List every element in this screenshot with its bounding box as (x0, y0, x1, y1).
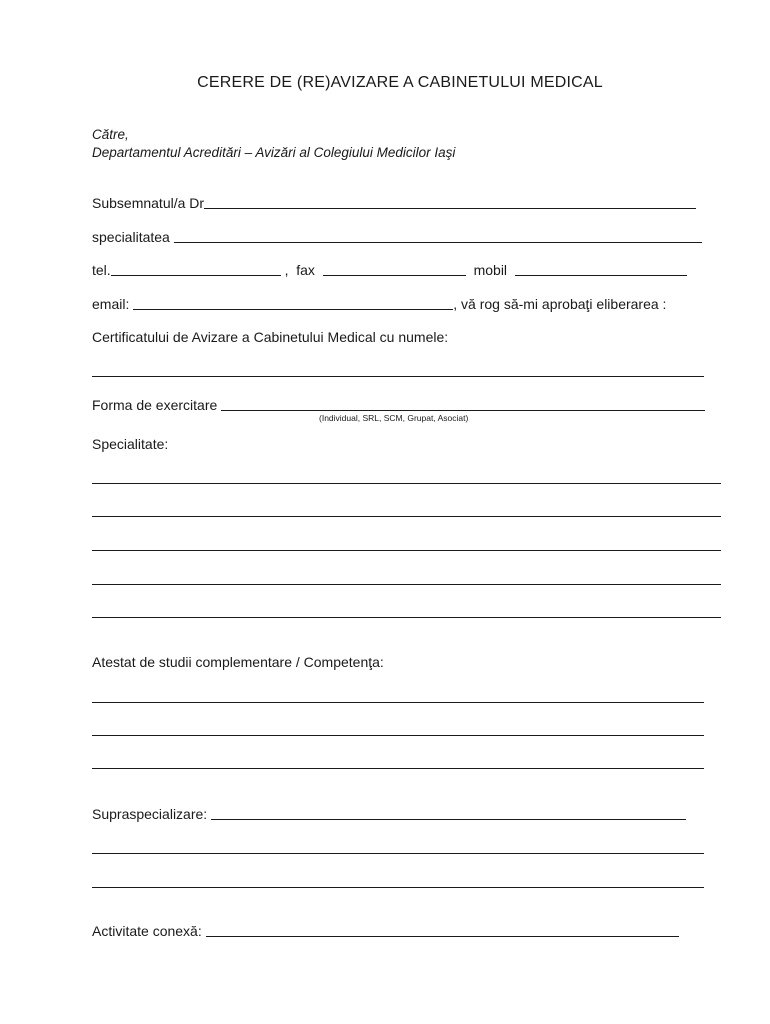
specialitate-line-1[interactable] (92, 483, 721, 484)
addressee-line-1: Către, (92, 127, 129, 142)
contact-row (92, 262, 687, 278)
atestat-line-3[interactable] (92, 768, 704, 769)
forma-label: Forma de exercitare (92, 397, 222, 413)
fax-label: , fax (280, 262, 319, 278)
specialitatea-row (92, 229, 702, 245)
email-field[interactable] (133, 308, 453, 310)
subsemnatul-row (92, 195, 696, 211)
forma-field[interactable] (221, 409, 705, 411)
subsemnatul-label: Subsemnatul/a Dr (92, 195, 205, 211)
supraspecializare-line-2[interactable] (92, 887, 704, 888)
tel-field[interactable] (111, 274, 281, 276)
activitate-field[interactable] (206, 935, 679, 937)
tel-label: tel. (92, 262, 111, 278)
supraspecializare-row (92, 806, 686, 822)
supraspecializare-label: Supraspecializare: (92, 806, 212, 822)
mobil-field[interactable] (515, 274, 687, 276)
atestat-line-2[interactable] (92, 735, 704, 736)
specialitate-row (92, 436, 168, 452)
specialitate-line-3[interactable] (92, 550, 721, 551)
forma-row (92, 397, 705, 413)
addressee-line-2: Departamentul Acreditări – Avizări al Colegiului Medicilor Iaşi (92, 145, 456, 160)
activitate-row (92, 923, 679, 939)
specialitatea-field[interactable] (174, 241, 702, 243)
mobil-label: mobil (465, 262, 511, 278)
email-row (92, 296, 666, 312)
email-suffix: , vă rog să-mi aprobaţi eliberarea : (453, 296, 667, 312)
subsemnatul-field[interactable] (204, 207, 696, 209)
atestat-row (92, 654, 384, 670)
form-title: CERERE DE (RE)AVIZARE A CABINETULUI MEDICAL (197, 74, 603, 91)
certificat-row (92, 329, 448, 345)
specialitate-line-4[interactable] (92, 584, 721, 585)
specialitate-line-5[interactable] (92, 617, 721, 618)
specialitate-label: Specialitate: (92, 436, 169, 452)
supraspecializare-field[interactable] (211, 818, 686, 820)
fax-field[interactable] (323, 274, 466, 276)
specialitatea-label: specialitatea (92, 229, 174, 245)
email-label: email: (92, 296, 134, 312)
forma-hint: (Individual, SRL, SCM, Grupat, Asociat) (319, 413, 469, 423)
certificat-text: Certificatului de Avizare a Cabinetului Medical cu numele: (92, 329, 449, 345)
activitate-label: Activitate conexă: (92, 923, 206, 939)
supraspecializare-line-1[interactable] (92, 853, 704, 854)
cabinet-name-line[interactable] (92, 376, 704, 377)
atestat-label: Atestat de studii complementare / Competenţa: (92, 654, 384, 670)
atestat-line-1[interactable] (92, 702, 704, 703)
specialitate-line-2[interactable] (92, 516, 721, 517)
